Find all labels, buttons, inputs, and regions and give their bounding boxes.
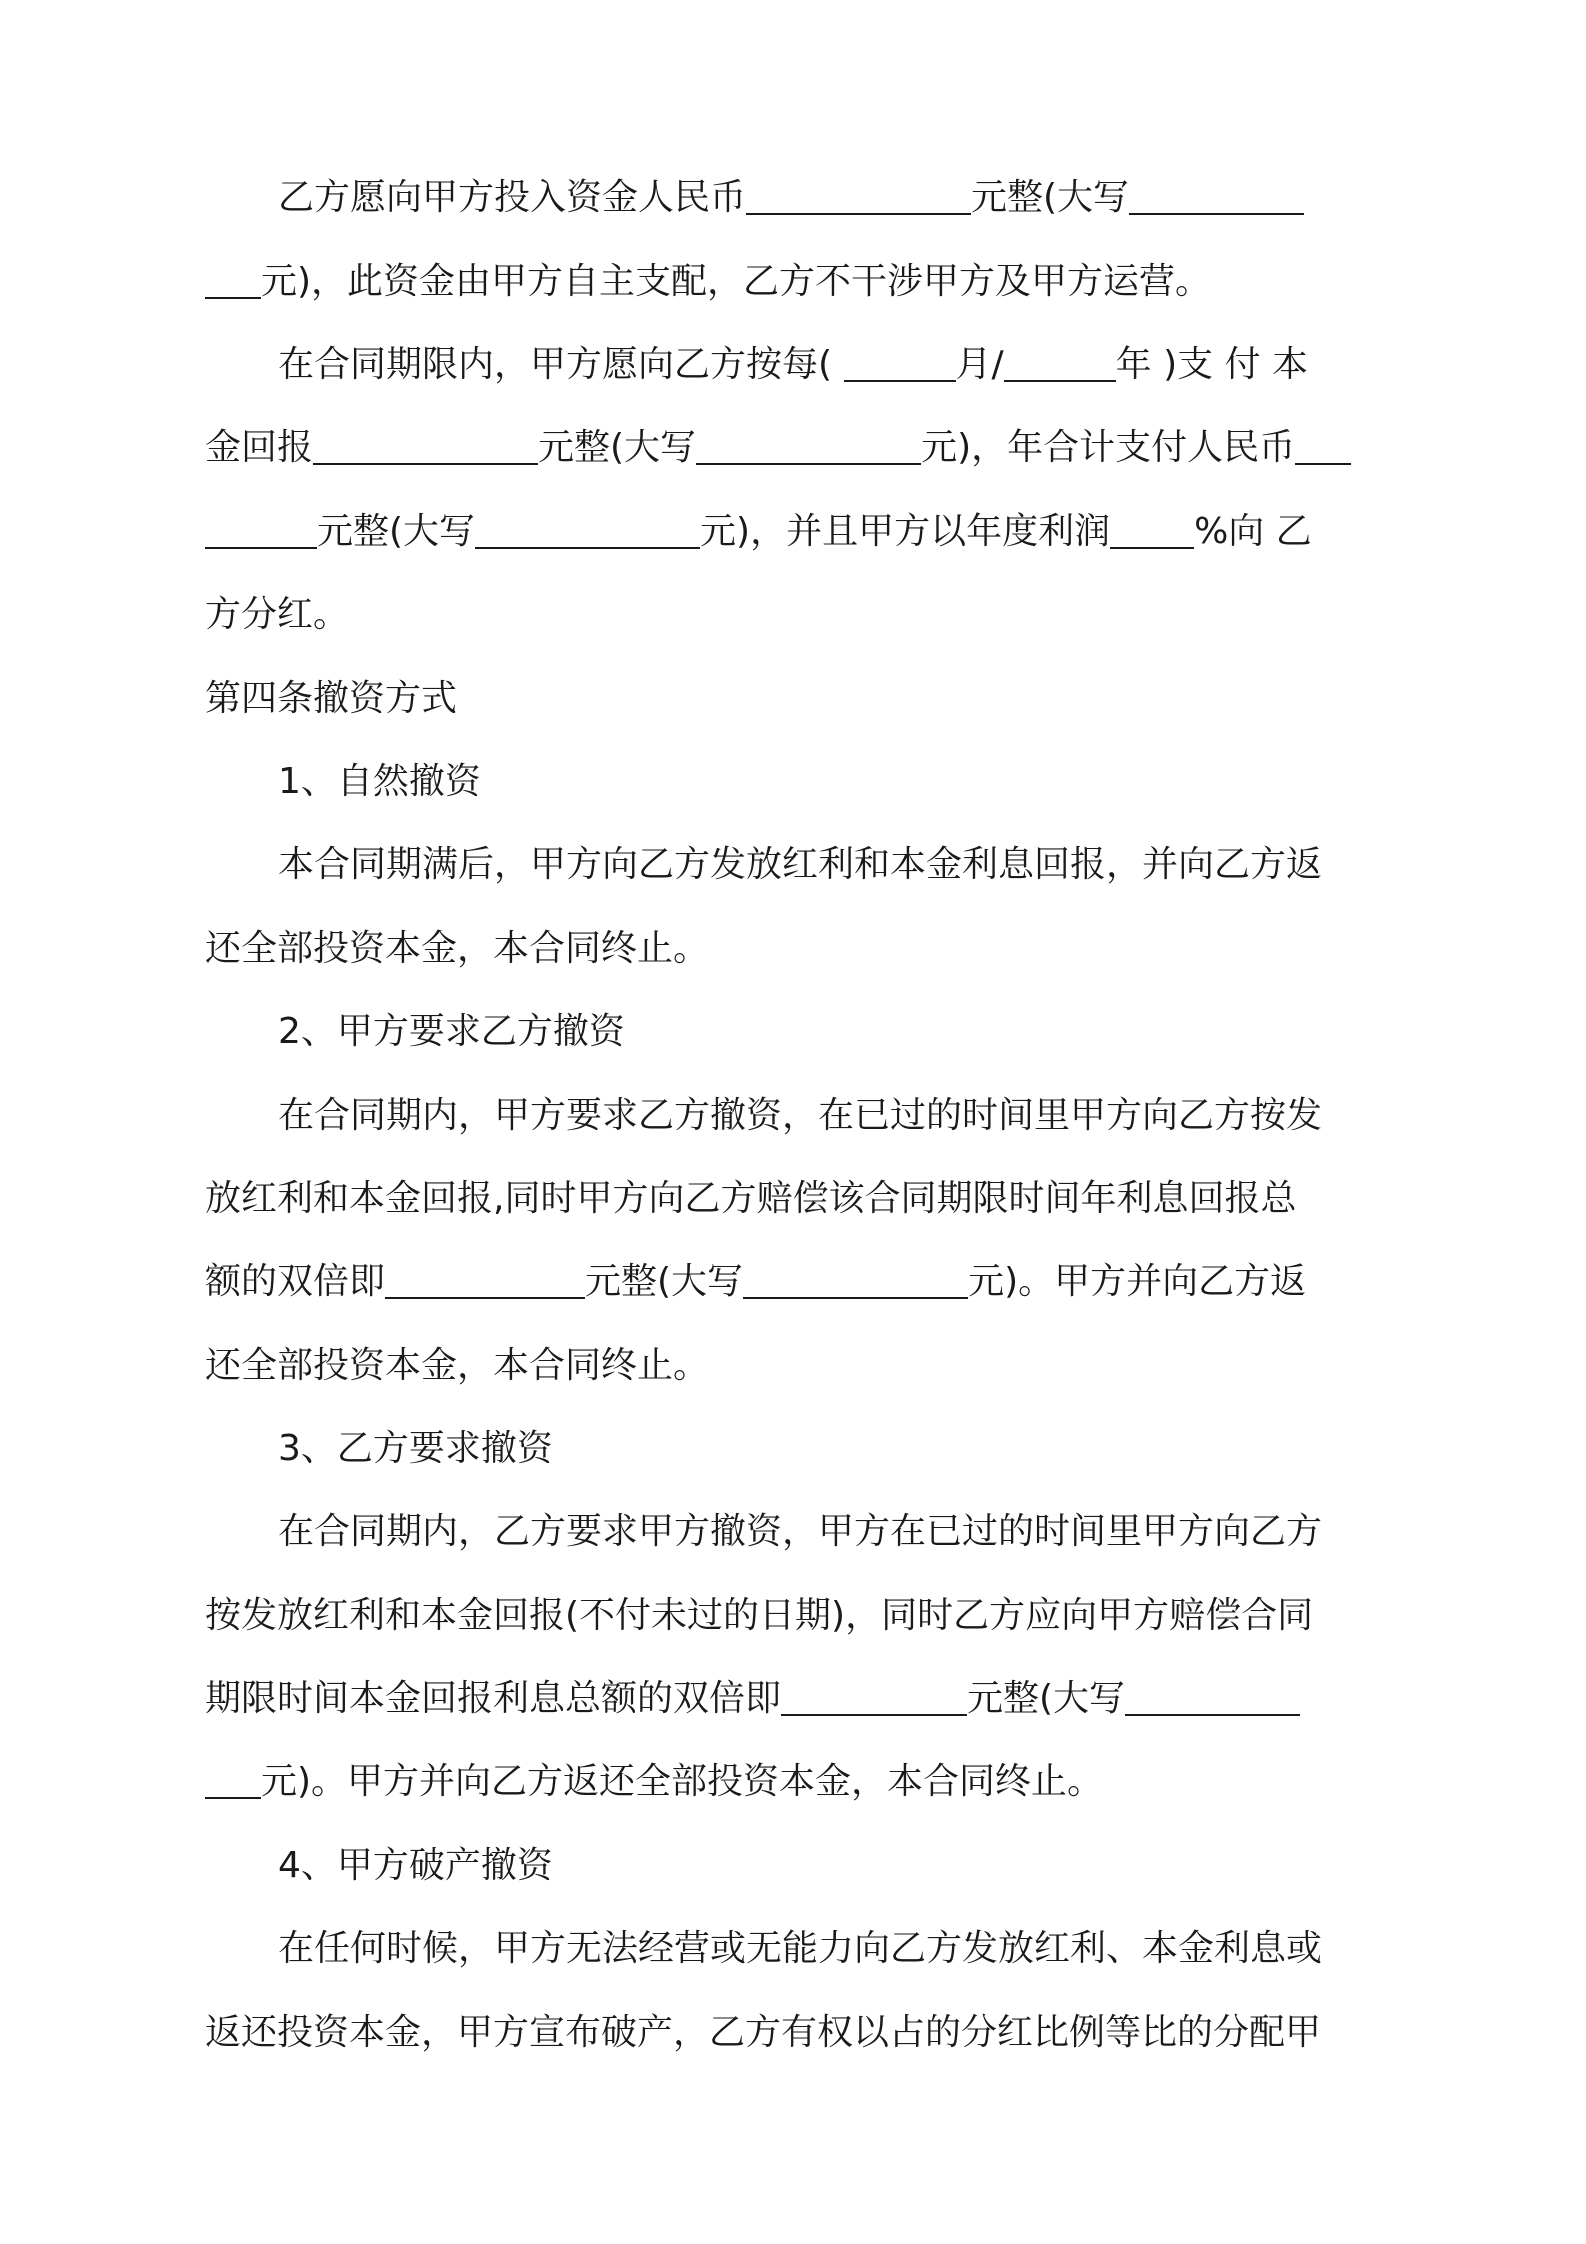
para-investment-1 [278, 178, 1304, 218]
para-a-request-4 [205, 1346, 709, 1386]
text-segment: 元整(大写 [585, 1261, 744, 1302]
text-segment: 元)，年合计支付人民币 [921, 427, 1296, 468]
heading-article-4 [205, 679, 457, 719]
fill-in-blank[interactable] [205, 515, 317, 549]
text-segment: 金回报 [205, 427, 314, 468]
text-segment: 本合同期满后，甲方向乙方发放红利和本金利息回报，并向乙方返 [278, 844, 1323, 885]
fill-in-blank[interactable] [385, 1265, 585, 1299]
text-segment: 乙方愿向甲方投入资金人民币 [278, 177, 747, 218]
text-segment: %向 乙 [1194, 511, 1312, 552]
para-natural-2 [205, 929, 709, 969]
para-a-request-1 [278, 1096, 1322, 1136]
para-investment-2 [205, 262, 1211, 302]
fill-in-blank[interactable] [1295, 431, 1351, 465]
text-segment: 3、乙方要求撤资 [278, 1428, 553, 1469]
fill-in-blank[interactable] [205, 1765, 261, 1799]
text-segment: 元整(大写 [971, 177, 1130, 218]
text-segment: 在合同期限内，甲方愿向乙方按每( [278, 344, 844, 385]
heading-party-a-request [278, 1012, 625, 1052]
text-segment: 放红利和本金回报,同时甲方向乙方赔偿该合同期限时间年利息回报总 [205, 1178, 1297, 1219]
text-segment: 还全部投资本金，本合同终止。 [205, 928, 710, 969]
fill-in-blank[interactable] [743, 1265, 968, 1299]
fill-in-blank[interactable] [1004, 348, 1116, 382]
fill-in-blank[interactable] [1129, 181, 1304, 215]
heading-party-b-request [278, 1429, 553, 1469]
text-segment: 月/ [955, 344, 1004, 385]
text-segment: 元)，此资金由甲方自主支配，乙方不干涉甲方及甲方运营。 [261, 261, 1212, 302]
fill-in-blank[interactable] [475, 515, 700, 549]
fill-in-blank[interactable] [844, 348, 956, 382]
text-segment: 在任何时候，甲方无法经营或无能力向乙方发放红利、本金利息或 [278, 1928, 1323, 1969]
para-a-request-2 [205, 1179, 1296, 1219]
fill-in-blank[interactable] [1110, 515, 1194, 549]
para-bankruptcy-2 [205, 2013, 1321, 2053]
fill-in-blank[interactable] [313, 431, 538, 465]
text-segment: 期限时间本金回报利息总额的双倍即 [205, 1678, 782, 1719]
fill-in-blank[interactable] [746, 181, 971, 215]
text-segment: 元整(大写 [538, 427, 697, 468]
para-return-4 [205, 595, 349, 635]
text-segment: 还全部投资本金，本合同终止。 [205, 1345, 710, 1386]
para-natural-1 [278, 845, 1322, 885]
text-segment: 额的双倍即 [205, 1261, 386, 1302]
heading-natural-withdraw [278, 762, 481, 802]
para-b-request-3 [205, 1679, 1300, 1719]
fill-in-blank[interactable] [696, 431, 921, 465]
text-segment: 在合同期内，乙方要求甲方撤资，甲方在已过的时间里甲方向乙方 [278, 1511, 1323, 1552]
para-bankruptcy-1 [278, 1929, 1322, 1969]
text-segment: 1、自然撤资 [278, 761, 481, 802]
text-segment: 按发放红利和本金回报(不付未过的日期)，同时乙方应向甲方赔偿合同 [205, 1595, 1314, 1636]
text-segment: 返还投资本金，甲方宣布破产，乙方有权以占的分红比例等比的分配甲 [205, 2012, 1322, 2053]
text-segment: 元)。甲方并向乙方返还全部投资本金，本合同终止。 [261, 1761, 1104, 1802]
text-segment: 元)。甲方并向乙方返 [968, 1261, 1307, 1302]
heading-bankruptcy [278, 1846, 553, 1886]
para-return-1 [278, 345, 1308, 385]
para-return-2 [205, 428, 1351, 468]
text-segment: 年 )支 付 本 [1115, 344, 1309, 385]
text-segment: 元整(大写 [967, 1678, 1126, 1719]
fill-in-blank[interactable] [781, 1682, 967, 1716]
text-segment: 方分红。 [205, 594, 350, 635]
para-a-request-3 [205, 1262, 1306, 1302]
text-segment: 在合同期内，甲方要求乙方撤资，在已过的时间里甲方向乙方按发 [278, 1095, 1323, 1136]
para-b-request-4 [205, 1762, 1103, 1802]
text-segment: 元整(大写 [317, 511, 476, 552]
fill-in-blank[interactable] [205, 265, 261, 299]
para-return-3 [205, 512, 1312, 552]
para-b-request-1 [278, 1512, 1322, 1552]
text-segment: 第四条撤资方式 [205, 678, 458, 719]
fill-in-blank[interactable] [1125, 1682, 1300, 1716]
para-b-request-2 [205, 1596, 1313, 1636]
text-segment: 4、甲方破产撤资 [278, 1845, 553, 1886]
text-segment: 2、甲方要求乙方撤资 [278, 1011, 625, 1052]
text-segment: 元)，并且甲方以年度利润 [700, 511, 1111, 552]
